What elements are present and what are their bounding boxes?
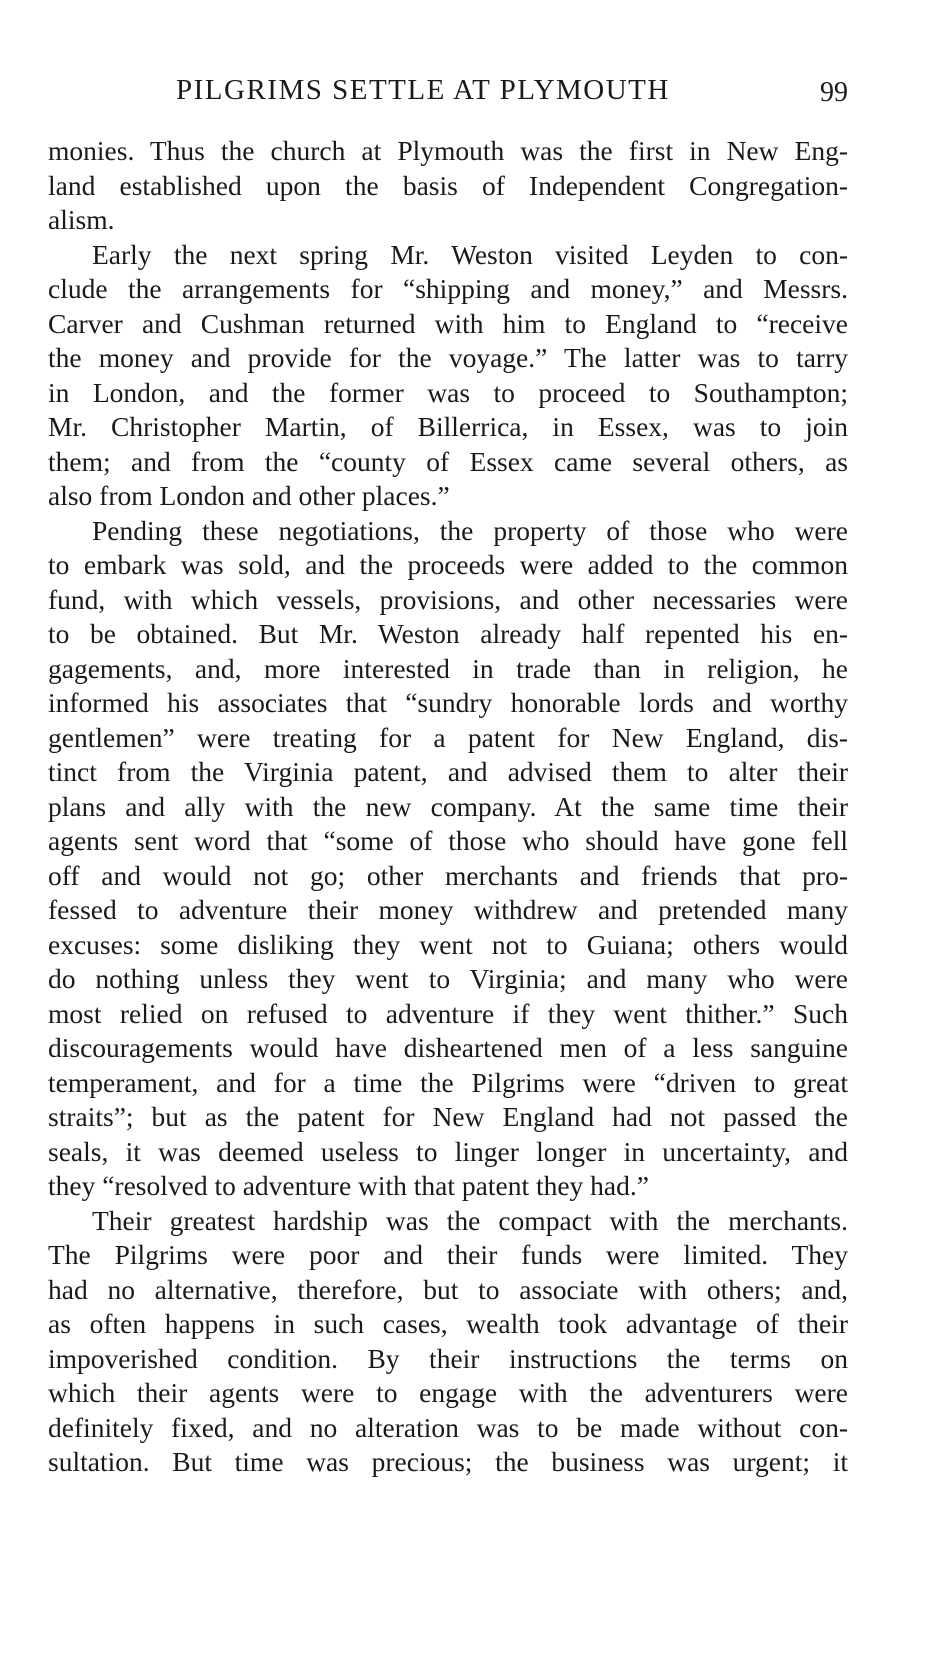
page-number: 99	[820, 77, 848, 108]
text-line: fessed to adventure their money withdrew and pretended many	[48, 894, 848, 925]
text-line: to embark was sold, and the proceeds were added to the common	[48, 549, 848, 580]
book-page	[48, 62, 848, 1480]
text-line: straits”; but as the patent for New England had not passed the	[48, 1101, 848, 1132]
text-line: alism.	[48, 204, 115, 235]
text-line: excuses: some disliking they went not to Guiana; others would	[48, 928, 848, 960]
text-line: the money and provide for the voyage.” The latter was to tarry	[48, 342, 848, 373]
text-line: tinct from the Virginia patent, and advised them to alter their	[48, 756, 848, 787]
text-line: agents sent word that “some of those who should have gone fell	[48, 825, 848, 856]
text-line: fund, with which vessels, provisions, and other necessaries were	[48, 583, 848, 615]
paragraph	[48, 134, 848, 238]
text-line: off and would not go; other merchants and friends that pro-	[48, 859, 848, 891]
text-line: Early the next spring Mr. Weston visited Leyden to con-	[92, 238, 848, 270]
text-line: to be obtained. But Mr. Weston already half repented his en-	[48, 618, 848, 649]
text-line: discouragements would have disheartened men of a less sanguine	[48, 1032, 848, 1063]
text-line: temperament, and for a time the Pilgrims were “driven to great	[48, 1066, 848, 1098]
text-line: impoverished condition. By their instructions the terms on	[48, 1342, 848, 1374]
text-line: plans and ally with the new company. At the same time their	[48, 790, 848, 822]
text-line: gagements, and, more interested in trade than in religion, he	[48, 652, 848, 684]
text-line: Mr. Christopher Martin, of Billerrica, in Essex, was to join	[48, 411, 848, 442]
text-line: gentlemen” were treating for a patent for New England, dis-	[48, 721, 848, 753]
text-line: definitely fixed, and no alteration was to be made without con-	[48, 1411, 848, 1443]
text-line: also from London and other places.”	[48, 480, 450, 511]
running-title: PILGRIMS SETTLE AT PLYMOUTH	[176, 74, 670, 106]
text-line: as often happens in such cases, wealth took advantage of their	[48, 1308, 848, 1339]
text-line: informed his associates that “sundry honorable lords and worthy	[48, 687, 848, 718]
text-line: do nothing unless they went to Virginia; and many who were	[48, 963, 848, 994]
text-line: land established upon the basis of Independent Congregation-	[48, 169, 848, 201]
text-line: Carver and Cushman returned with him to England to “receive	[48, 307, 848, 339]
paragraph	[48, 514, 848, 1204]
running-head	[48, 62, 848, 108]
text-line: most relied on refused to adventure if they went thither.” Such	[48, 997, 848, 1029]
text-line: Pending these negotiations, the property of those who were	[92, 514, 848, 546]
text-line: monies. Thus the church at Plymouth was the first in New Eng-	[48, 135, 848, 166]
text-line: The Pilgrims were poor and their funds were limited. They	[48, 1239, 848, 1270]
text-line: in London, and the former was to proceed to Southampton;	[48, 376, 848, 408]
text-line: seals, it was deemed useless to linger longer in uncertainty, and	[48, 1135, 848, 1167]
text-line: had no alternative, therefore, but to associate with others; and,	[48, 1273, 848, 1305]
text-line: sultation. But time was precious; the business was urgent; it	[48, 1446, 848, 1477]
text-line: Their greatest hardship was the compact with the merchants.	[92, 1204, 848, 1236]
text-line: they “resolved to adventure with that patent they had.”	[48, 1170, 649, 1201]
text-line: which their agents were to engage with the adventurers were	[48, 1377, 848, 1408]
text-line: clude the arrangements for “shipping and money,” and Messrs.	[48, 273, 848, 304]
body-text	[48, 134, 848, 1480]
paragraph	[48, 238, 848, 514]
text-line: them; and from the “county of Essex came several others, as	[48, 445, 848, 477]
paragraph	[48, 1204, 848, 1480]
